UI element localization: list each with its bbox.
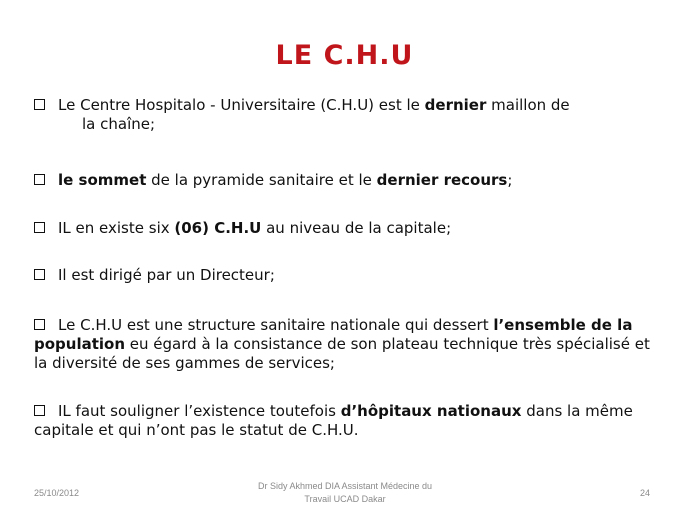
bullet-item xyxy=(34,96,654,136)
checkbox-bullet-icon xyxy=(34,174,45,185)
bullet-text: Il est dirigé par un Directeur; xyxy=(58,266,275,284)
bullet-text: Le Centre Hospitalo - Universitaire (C.H.U) est le dernier maillon de la chaîne; xyxy=(58,96,570,133)
footer-date: 25/10/2012 xyxy=(34,488,80,498)
footer-author: Dr Sidy Akhmed DIA Assistant Médecine du Travail UCAD Dakar xyxy=(257,481,433,504)
footer-page-number: 24 xyxy=(639,488,650,498)
bullet-text: le sommet de la pyramide sanitaire et le dernier recours; xyxy=(58,171,513,189)
bullet-text: IL en existe six (06) C.H.U au niveau de la capitale; xyxy=(58,219,452,237)
slide-title: LE C.H.U xyxy=(275,40,414,71)
bullet-text: IL faut souligner l’existence toutefois d’hôpitaux nationaux dans la même capitale et qui n’ont pas le statut de C.H.U. xyxy=(34,402,633,439)
checkbox-bullet-icon xyxy=(34,99,45,110)
checkbox-bullet-icon xyxy=(34,222,45,233)
bullet-text: Le C.H.U est une structure sanitaire nationale qui dessert l’ensemble de la population eu égard à la consistance de son plateau technique très spécialisé et la diversité de ses gammes de services; xyxy=(34,316,650,372)
checkbox-bullet-icon xyxy=(34,269,45,280)
